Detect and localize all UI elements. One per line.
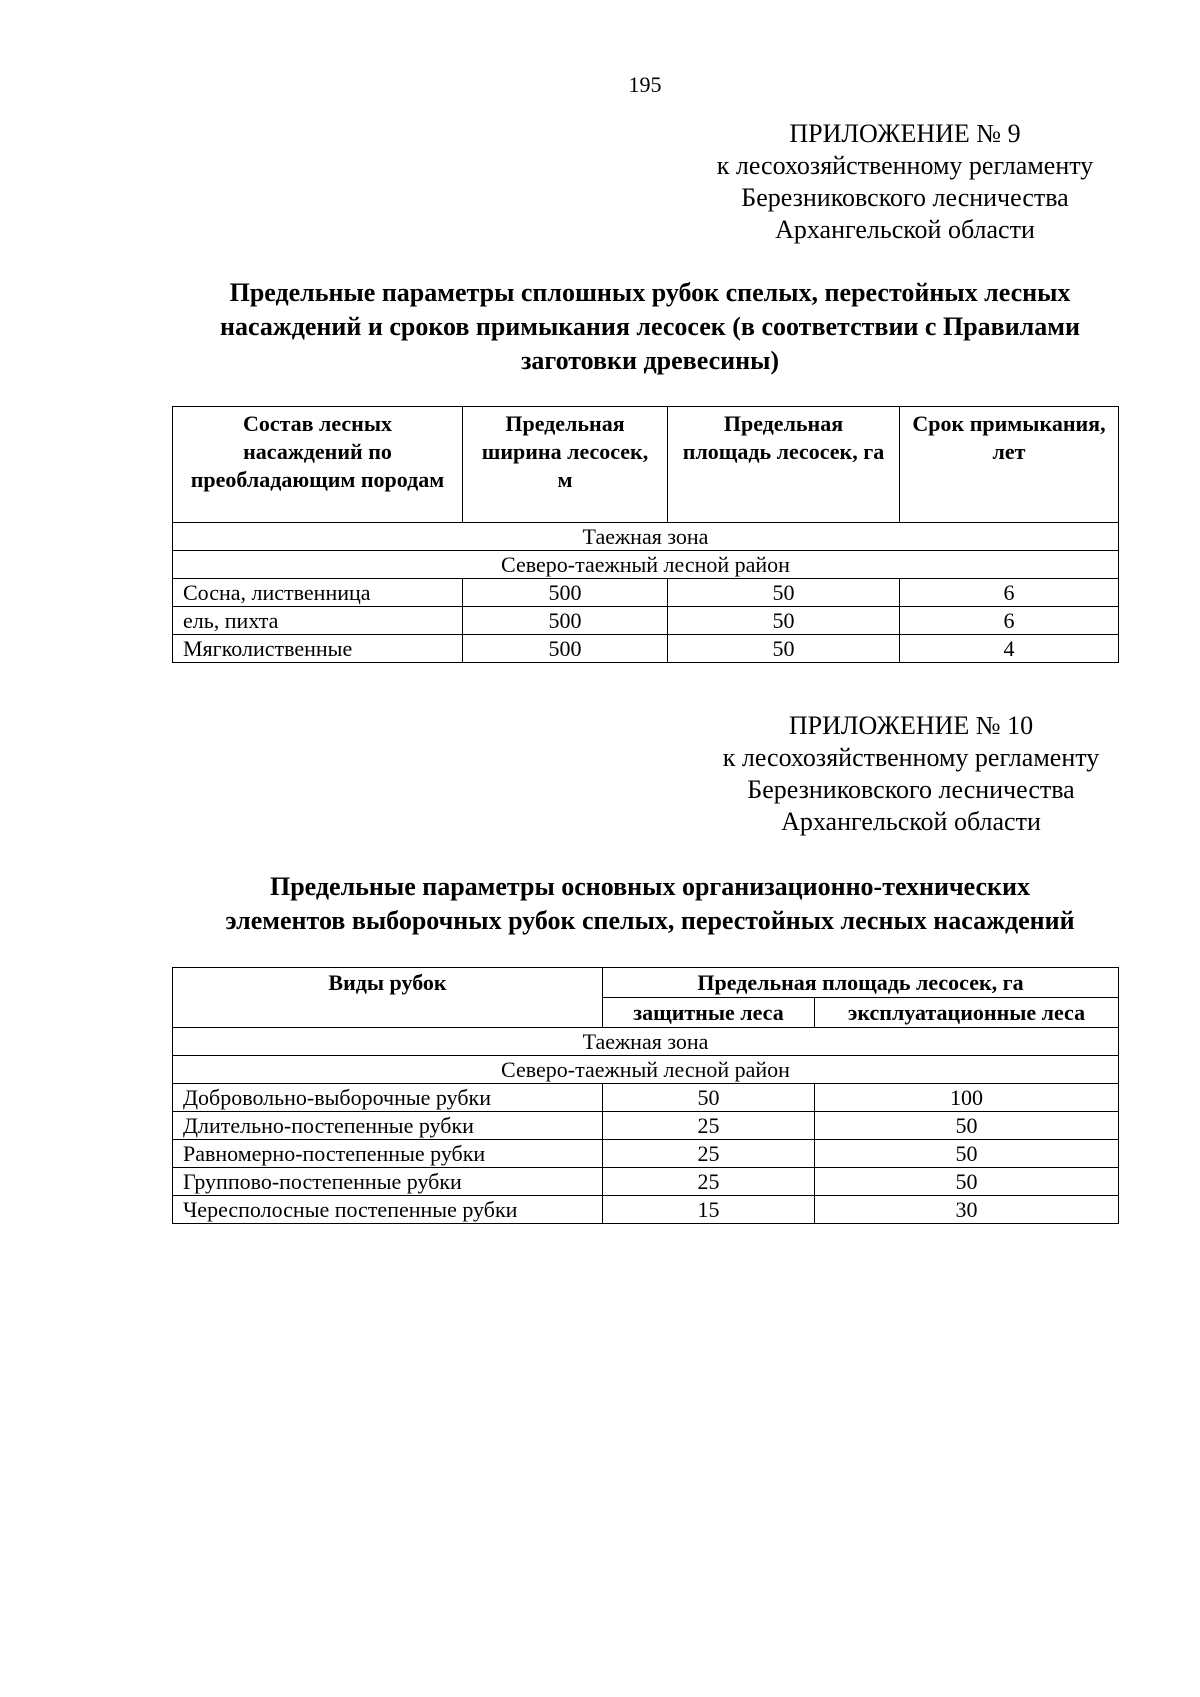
selective-cutting-table [172,967,1119,1224]
appendix-10-line2: Березниковского лесничества [747,775,1075,804]
protective-cell: 25 [603,1140,815,1168]
zone-row [173,523,1119,551]
table-row [173,579,1119,607]
table-1-heading-line3: заготовки древесины) [520,346,780,375]
table-1-heading [160,276,1140,378]
protective-cell: 25 [603,1168,815,1196]
protective-cell: 15 [603,1196,815,1224]
exploitation-cell: 50 [815,1112,1119,1140]
cutting-type-cell: Чересполосные постепенные рубки [173,1196,603,1224]
header-term: Срок примыкания, лет [900,407,1119,523]
appendix-10-line3: Архангельской области [781,807,1041,836]
table-row [173,1196,1119,1224]
area-cell: 50 [668,579,900,607]
species-cell: Сосна, лиственница [173,579,463,607]
header-protective-forests: защитные леса [603,998,815,1028]
table-header-row [173,407,1119,523]
species-cell: ель, пихта [173,607,463,635]
term-cell: 4 [900,635,1119,663]
width-cell: 500 [463,635,668,663]
table-1-heading-line1: Предельные параметры сплошных рубок спелых, перестойных лесных [229,278,1071,307]
region-row [173,1056,1119,1084]
appendix-10-header [686,710,1136,838]
width-cell: 500 [463,579,668,607]
region-row [173,551,1119,579]
table-row [173,635,1119,663]
table-row [173,1112,1119,1140]
region-label: Северо-таежный лесной район [173,551,1119,579]
table-row [173,607,1119,635]
exploitation-cell: 50 [815,1140,1119,1168]
cutting-type-cell: Длительно-постепенные рубки [173,1112,603,1140]
header-max-area: Предельная площадь лесосек, га [603,968,1119,998]
region-label: Северо-таежный лесной район [173,1056,1119,1084]
table-row [173,1140,1119,1168]
page-number: 195 [628,72,662,97]
cutting-type-cell: Добровольно-выборочные рубки [173,1084,603,1112]
exploitation-cell: 30 [815,1196,1119,1224]
table-row [173,1084,1119,1112]
species-cell: Мягколиственные [173,635,463,663]
table-row [173,1168,1119,1196]
appendix-9-line2: Березниковского лесничества [741,183,1069,212]
table-1-heading-line2: насаждений и сроков примыкания лесосек (в соответствии с Правилами [220,312,1080,341]
area-cell: 50 [668,607,900,635]
appendix-9-line3: Архангельской области [775,215,1035,244]
appendix-9-header [680,118,1130,246]
exploitation-cell: 100 [815,1084,1119,1112]
exploitation-cell: 50 [815,1168,1119,1196]
zone-row [173,1028,1119,1056]
table-2-heading [160,870,1140,938]
zone-label: Таежная зона [173,1028,1119,1056]
header-exploitation-forests: эксплуатационные леса [815,998,1119,1028]
header-cutting-type: Виды рубок [173,968,603,1028]
header-width: Предельная ширина лесосек, м [463,407,668,523]
table-2-heading-line1: Предельные параметры основных организационно-технических [270,872,1030,901]
header-composition: Состав лесных насаждений по преобладающим породам [173,407,463,523]
width-cell: 500 [463,607,668,635]
appendix-10-line1: к лесохозяйственному регламенту [722,743,1100,772]
area-cell: 50 [668,635,900,663]
table-2-heading-line2: элементов выборочных рубок спелых, перестойных лесных насаждений [225,906,1075,935]
header-area: Предельная площадь лесосек, га [668,407,900,523]
term-cell: 6 [900,579,1119,607]
term-cell: 6 [900,607,1119,635]
zone-label: Таежная зона [173,523,1119,551]
cutting-type-cell: Равномерно-постепенные рубки [173,1140,603,1168]
cutting-type-cell: Группово-постепенные рубки [173,1168,603,1196]
table-header-row [173,968,1119,998]
appendix-9-line1: к лесохозяйственному регламенту [716,151,1094,180]
appendix-10-title: ПРИЛОЖЕНИЕ № 10 [788,711,1034,740]
clear-cutting-table [172,406,1119,663]
protective-cell: 25 [603,1112,815,1140]
appendix-9-title: ПРИЛОЖЕНИЕ № 9 [789,119,1021,148]
protective-cell: 50 [603,1084,815,1112]
